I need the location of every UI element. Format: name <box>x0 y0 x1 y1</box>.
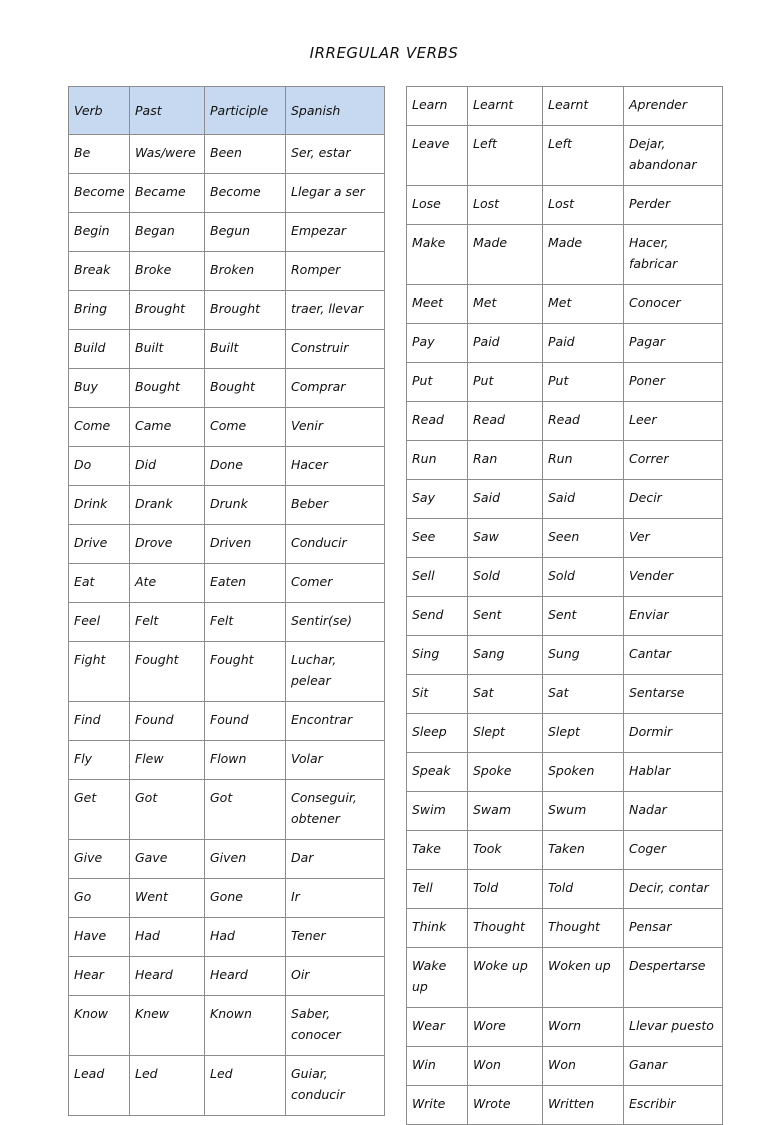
past-cell: Sold <box>468 558 543 597</box>
participle-cell: Become <box>205 174 286 213</box>
past-cell: Took <box>468 831 543 870</box>
participle-cell: Got <box>205 780 286 840</box>
verb-cell: Lead <box>69 1056 130 1116</box>
past-cell: Got <box>130 780 205 840</box>
table-row <box>407 597 723 636</box>
header-past: Past <box>130 87 205 135</box>
verb-cell: Be <box>69 135 130 174</box>
participle-cell: Gone <box>205 879 286 918</box>
verb-cell: Know <box>69 996 130 1056</box>
table-row <box>69 213 385 252</box>
past-cell: Wrote <box>468 1086 543 1125</box>
spanish-cell: Beber <box>286 486 385 525</box>
spanish-cell: Ganar <box>624 1047 723 1086</box>
table-row <box>69 1056 385 1116</box>
verbs-table-right <box>406 86 723 1125</box>
table-row <box>69 447 385 486</box>
past-cell: Became <box>130 174 205 213</box>
verb-cell: Become <box>69 174 130 213</box>
verb-cell: Speak <box>407 753 468 792</box>
spanish-cell: Escribir <box>624 1086 723 1125</box>
past-cell: Met <box>468 285 543 324</box>
verb-cell: Win <box>407 1047 468 1086</box>
participle-cell: Spoken <box>543 753 624 792</box>
verb-cell: See <box>407 519 468 558</box>
past-cell: Swam <box>468 792 543 831</box>
spanish-cell: Conseguir, obtener <box>286 780 385 840</box>
verb-cell: Hear <box>69 957 130 996</box>
spanish-cell: Llegar a ser <box>286 174 385 213</box>
spanish-cell: Sentarse <box>624 675 723 714</box>
verb-cell: Sit <box>407 675 468 714</box>
participle-cell: Heard <box>205 957 286 996</box>
participle-cell: Won <box>543 1047 624 1086</box>
participle-cell: Brought <box>205 291 286 330</box>
past-cell: Slept <box>468 714 543 753</box>
spanish-cell: Tener <box>286 918 385 957</box>
verbs-table-left <box>68 86 385 1116</box>
past-cell: Sang <box>468 636 543 675</box>
past-cell: Sent <box>468 597 543 636</box>
table-row <box>407 441 723 480</box>
past-cell: Built <box>130 330 205 369</box>
verb-cell: Sell <box>407 558 468 597</box>
table-row <box>407 186 723 225</box>
table-row <box>407 675 723 714</box>
past-cell: Wore <box>468 1008 543 1047</box>
spanish-cell: Comer <box>286 564 385 603</box>
table-row <box>407 324 723 363</box>
past-cell: Began <box>130 213 205 252</box>
verb-cell: Pay <box>407 324 468 363</box>
verb-cell: Begin <box>69 213 130 252</box>
page-title: IRREGULAR VERBS <box>309 44 459 62</box>
past-cell: Brought <box>130 291 205 330</box>
participle-cell: Drunk <box>205 486 286 525</box>
spanish-cell: Conducir <box>286 525 385 564</box>
participle-cell: Thought <box>543 909 624 948</box>
participle-cell: Had <box>205 918 286 957</box>
verb-cell: Give <box>69 840 130 879</box>
verb-cell: Learn <box>407 87 468 126</box>
spanish-cell: Luchar, pelear <box>286 642 385 702</box>
spanish-cell: Dejar, abandonar <box>624 126 723 186</box>
verb-cell: Swim <box>407 792 468 831</box>
verb-cell: Get <box>69 780 130 840</box>
verb-cell: Take <box>407 831 468 870</box>
table-row <box>407 870 723 909</box>
past-cell: Did <box>130 447 205 486</box>
table-row <box>407 225 723 285</box>
participle-cell: Left <box>543 126 624 186</box>
past-cell: Was/were <box>130 135 205 174</box>
past-cell: Learnt <box>468 87 543 126</box>
table-row <box>69 252 385 291</box>
spanish-cell: Ver <box>624 519 723 558</box>
verb-cell: Put <box>407 363 468 402</box>
table-row <box>407 1086 723 1125</box>
participle-cell: Learnt <box>543 87 624 126</box>
spanish-cell: Leer <box>624 402 723 441</box>
table-row <box>69 525 385 564</box>
spanish-cell: Saber, conocer <box>286 996 385 1056</box>
table-row <box>69 369 385 408</box>
verb-cell: Make <box>407 225 468 285</box>
table-row <box>407 87 723 126</box>
participle-cell: Seen <box>543 519 624 558</box>
table-row <box>407 363 723 402</box>
participle-cell: Sat <box>543 675 624 714</box>
verb-cell: Go <box>69 879 130 918</box>
past-cell: Had <box>130 918 205 957</box>
table-row <box>407 714 723 753</box>
participle-cell: Told <box>543 870 624 909</box>
participle-cell: Eaten <box>205 564 286 603</box>
header-spanish: Spanish <box>286 87 385 135</box>
past-cell: Led <box>130 1056 205 1116</box>
past-cell: Lost <box>468 186 543 225</box>
verb-cell: Sleep <box>407 714 468 753</box>
past-cell: Drove <box>130 525 205 564</box>
table-row <box>69 642 385 702</box>
verb-cell: Fly <box>69 741 130 780</box>
spanish-cell: Conocer <box>624 285 723 324</box>
spanish-cell: Ser, estar <box>286 135 385 174</box>
table-row <box>69 840 385 879</box>
verb-cell: Tell <box>407 870 468 909</box>
table-row <box>407 909 723 948</box>
header-participle: Participle <box>205 87 286 135</box>
verb-cell: Build <box>69 330 130 369</box>
spanish-cell: Enviar <box>624 597 723 636</box>
past-cell: Fought <box>130 642 205 702</box>
spanish-cell: Hablar <box>624 753 723 792</box>
past-cell: Paid <box>468 324 543 363</box>
spanish-cell: Correr <box>624 441 723 480</box>
table-row <box>69 564 385 603</box>
spanish-cell: Dar <box>286 840 385 879</box>
participle-cell: Bought <box>205 369 286 408</box>
table-row <box>69 603 385 642</box>
past-cell: Spoke <box>468 753 543 792</box>
table-row <box>69 741 385 780</box>
participle-cell: Given <box>205 840 286 879</box>
participle-cell: Put <box>543 363 624 402</box>
verb-cell: Lose <box>407 186 468 225</box>
verb-cell: Bring <box>69 291 130 330</box>
table-row <box>407 792 723 831</box>
verb-cell: Wear <box>407 1008 468 1047</box>
table-row <box>407 1047 723 1086</box>
table-row <box>407 402 723 441</box>
spanish-cell: Oir <box>286 957 385 996</box>
verb-cell: Come <box>69 408 130 447</box>
participle-cell: Led <box>205 1056 286 1116</box>
header-row <box>69 87 385 135</box>
participle-cell: Come <box>205 408 286 447</box>
table-row <box>69 780 385 840</box>
participle-cell: Written <box>543 1086 624 1125</box>
past-cell: Sat <box>468 675 543 714</box>
participle-cell: Worn <box>543 1008 624 1047</box>
spanish-cell: Coger <box>624 831 723 870</box>
participle-cell: Made <box>543 225 624 285</box>
table-row <box>407 948 723 1008</box>
past-cell: Found <box>130 702 205 741</box>
table-row <box>69 174 385 213</box>
past-cell: Flew <box>130 741 205 780</box>
spanish-cell: Perder <box>624 186 723 225</box>
spanish-cell: Sentir(se) <box>286 603 385 642</box>
spanish-cell: Decir, contar <box>624 870 723 909</box>
past-cell: Thought <box>468 909 543 948</box>
spanish-cell: Romper <box>286 252 385 291</box>
past-cell: Put <box>468 363 543 402</box>
past-cell: Read <box>468 402 543 441</box>
verb-cell: Drive <box>69 525 130 564</box>
past-cell: Felt <box>130 603 205 642</box>
participle-cell: Paid <box>543 324 624 363</box>
table-row <box>407 1008 723 1047</box>
verb-cell: Leave <box>407 126 468 186</box>
past-cell: Saw <box>468 519 543 558</box>
verb-cell: Find <box>69 702 130 741</box>
past-cell: Knew <box>130 996 205 1056</box>
verb-cell: Wake up <box>407 948 468 1008</box>
table-row <box>69 330 385 369</box>
verb-cell: Sing <box>407 636 468 675</box>
table-row <box>69 957 385 996</box>
spanish-cell: Vender <box>624 558 723 597</box>
verb-cell: Eat <box>69 564 130 603</box>
past-cell: Heard <box>130 957 205 996</box>
participle-cell: Taken <box>543 831 624 870</box>
table-row <box>69 135 385 174</box>
past-cell: Woke up <box>468 948 543 1008</box>
table-row <box>407 558 723 597</box>
verb-cell: Meet <box>407 285 468 324</box>
spanish-cell: Aprender <box>624 87 723 126</box>
past-cell: Went <box>130 879 205 918</box>
verb-cell: Read <box>407 402 468 441</box>
past-cell: Drank <box>130 486 205 525</box>
past-cell: Gave <box>130 840 205 879</box>
participle-cell: Run <box>543 441 624 480</box>
participle-cell: Found <box>205 702 286 741</box>
past-cell: Ate <box>130 564 205 603</box>
spanish-cell: traer, llevar <box>286 291 385 330</box>
verb-cell: Have <box>69 918 130 957</box>
table-row <box>69 996 385 1056</box>
participle-cell: Felt <box>205 603 286 642</box>
table-row <box>69 486 385 525</box>
spanish-cell: Pensar <box>624 909 723 948</box>
verb-cell: Think <box>407 909 468 948</box>
participle-cell: Driven <box>205 525 286 564</box>
spanish-cell: Guiar, conducir <box>286 1056 385 1116</box>
verb-cell: Fight <box>69 642 130 702</box>
header-verb: Verb <box>69 87 130 135</box>
table-row <box>69 408 385 447</box>
table-row <box>407 753 723 792</box>
verb-cell: Feel <box>69 603 130 642</box>
verb-cell: Do <box>69 447 130 486</box>
participle-cell: Done <box>205 447 286 486</box>
spanish-cell: Ir <box>286 879 385 918</box>
spanish-cell: Hacer <box>286 447 385 486</box>
participle-cell: Swum <box>543 792 624 831</box>
participle-cell: Met <box>543 285 624 324</box>
past-cell: Told <box>468 870 543 909</box>
participle-cell: Flown <box>205 741 286 780</box>
participle-cell: Sung <box>543 636 624 675</box>
past-cell: Won <box>468 1047 543 1086</box>
verbs-left-body <box>69 135 385 1116</box>
spanish-cell: Pagar <box>624 324 723 363</box>
spanish-cell: Despertarse <box>624 948 723 1008</box>
verb-cell: Break <box>69 252 130 291</box>
table-row <box>407 519 723 558</box>
table-row <box>407 285 723 324</box>
spanish-cell: Venir <box>286 408 385 447</box>
verb-cell: Run <box>407 441 468 480</box>
spanish-cell: Volar <box>286 741 385 780</box>
participle-cell: Sent <box>543 597 624 636</box>
participle-cell: Built <box>205 330 286 369</box>
past-cell: Said <box>468 480 543 519</box>
participle-cell: Sold <box>543 558 624 597</box>
spanish-cell: Encontrar <box>286 702 385 741</box>
past-cell: Bought <box>130 369 205 408</box>
table-row <box>407 480 723 519</box>
participle-cell: Lost <box>543 186 624 225</box>
table-row <box>407 831 723 870</box>
past-cell: Made <box>468 225 543 285</box>
participle-cell: Begun <box>205 213 286 252</box>
verb-cell: Buy <box>69 369 130 408</box>
participle-cell: Known <box>205 996 286 1056</box>
participle-cell: Slept <box>543 714 624 753</box>
spanish-cell: Decir <box>624 480 723 519</box>
verb-cell: Drink <box>69 486 130 525</box>
spanish-cell: Dormir <box>624 714 723 753</box>
table-row <box>69 702 385 741</box>
participle-cell: Broken <box>205 252 286 291</box>
spanish-cell: Llevar puesto <box>624 1008 723 1047</box>
spanish-cell: Construir <box>286 330 385 369</box>
table-row <box>69 879 385 918</box>
past-cell: Came <box>130 408 205 447</box>
table-row <box>407 636 723 675</box>
past-cell: Left <box>468 126 543 186</box>
participle-cell: Woken up <box>543 948 624 1008</box>
past-cell: Broke <box>130 252 205 291</box>
participle-cell: Fought <box>205 642 286 702</box>
spanish-cell: Comprar <box>286 369 385 408</box>
participle-cell: Said <box>543 480 624 519</box>
participle-cell: Read <box>543 402 624 441</box>
spanish-cell: Empezar <box>286 213 385 252</box>
verbs-right-body <box>407 87 723 1125</box>
spanish-cell: Nadar <box>624 792 723 831</box>
spanish-cell: Cantar <box>624 636 723 675</box>
verb-cell: Write <box>407 1086 468 1125</box>
table-row <box>69 291 385 330</box>
table-row <box>69 918 385 957</box>
spanish-cell: Poner <box>624 363 723 402</box>
table-row <box>407 126 723 186</box>
spanish-cell: Hacer, fabricar <box>624 225 723 285</box>
past-cell: Ran <box>468 441 543 480</box>
verb-cell: Say <box>407 480 468 519</box>
participle-cell: Been <box>205 135 286 174</box>
verb-cell: Send <box>407 597 468 636</box>
